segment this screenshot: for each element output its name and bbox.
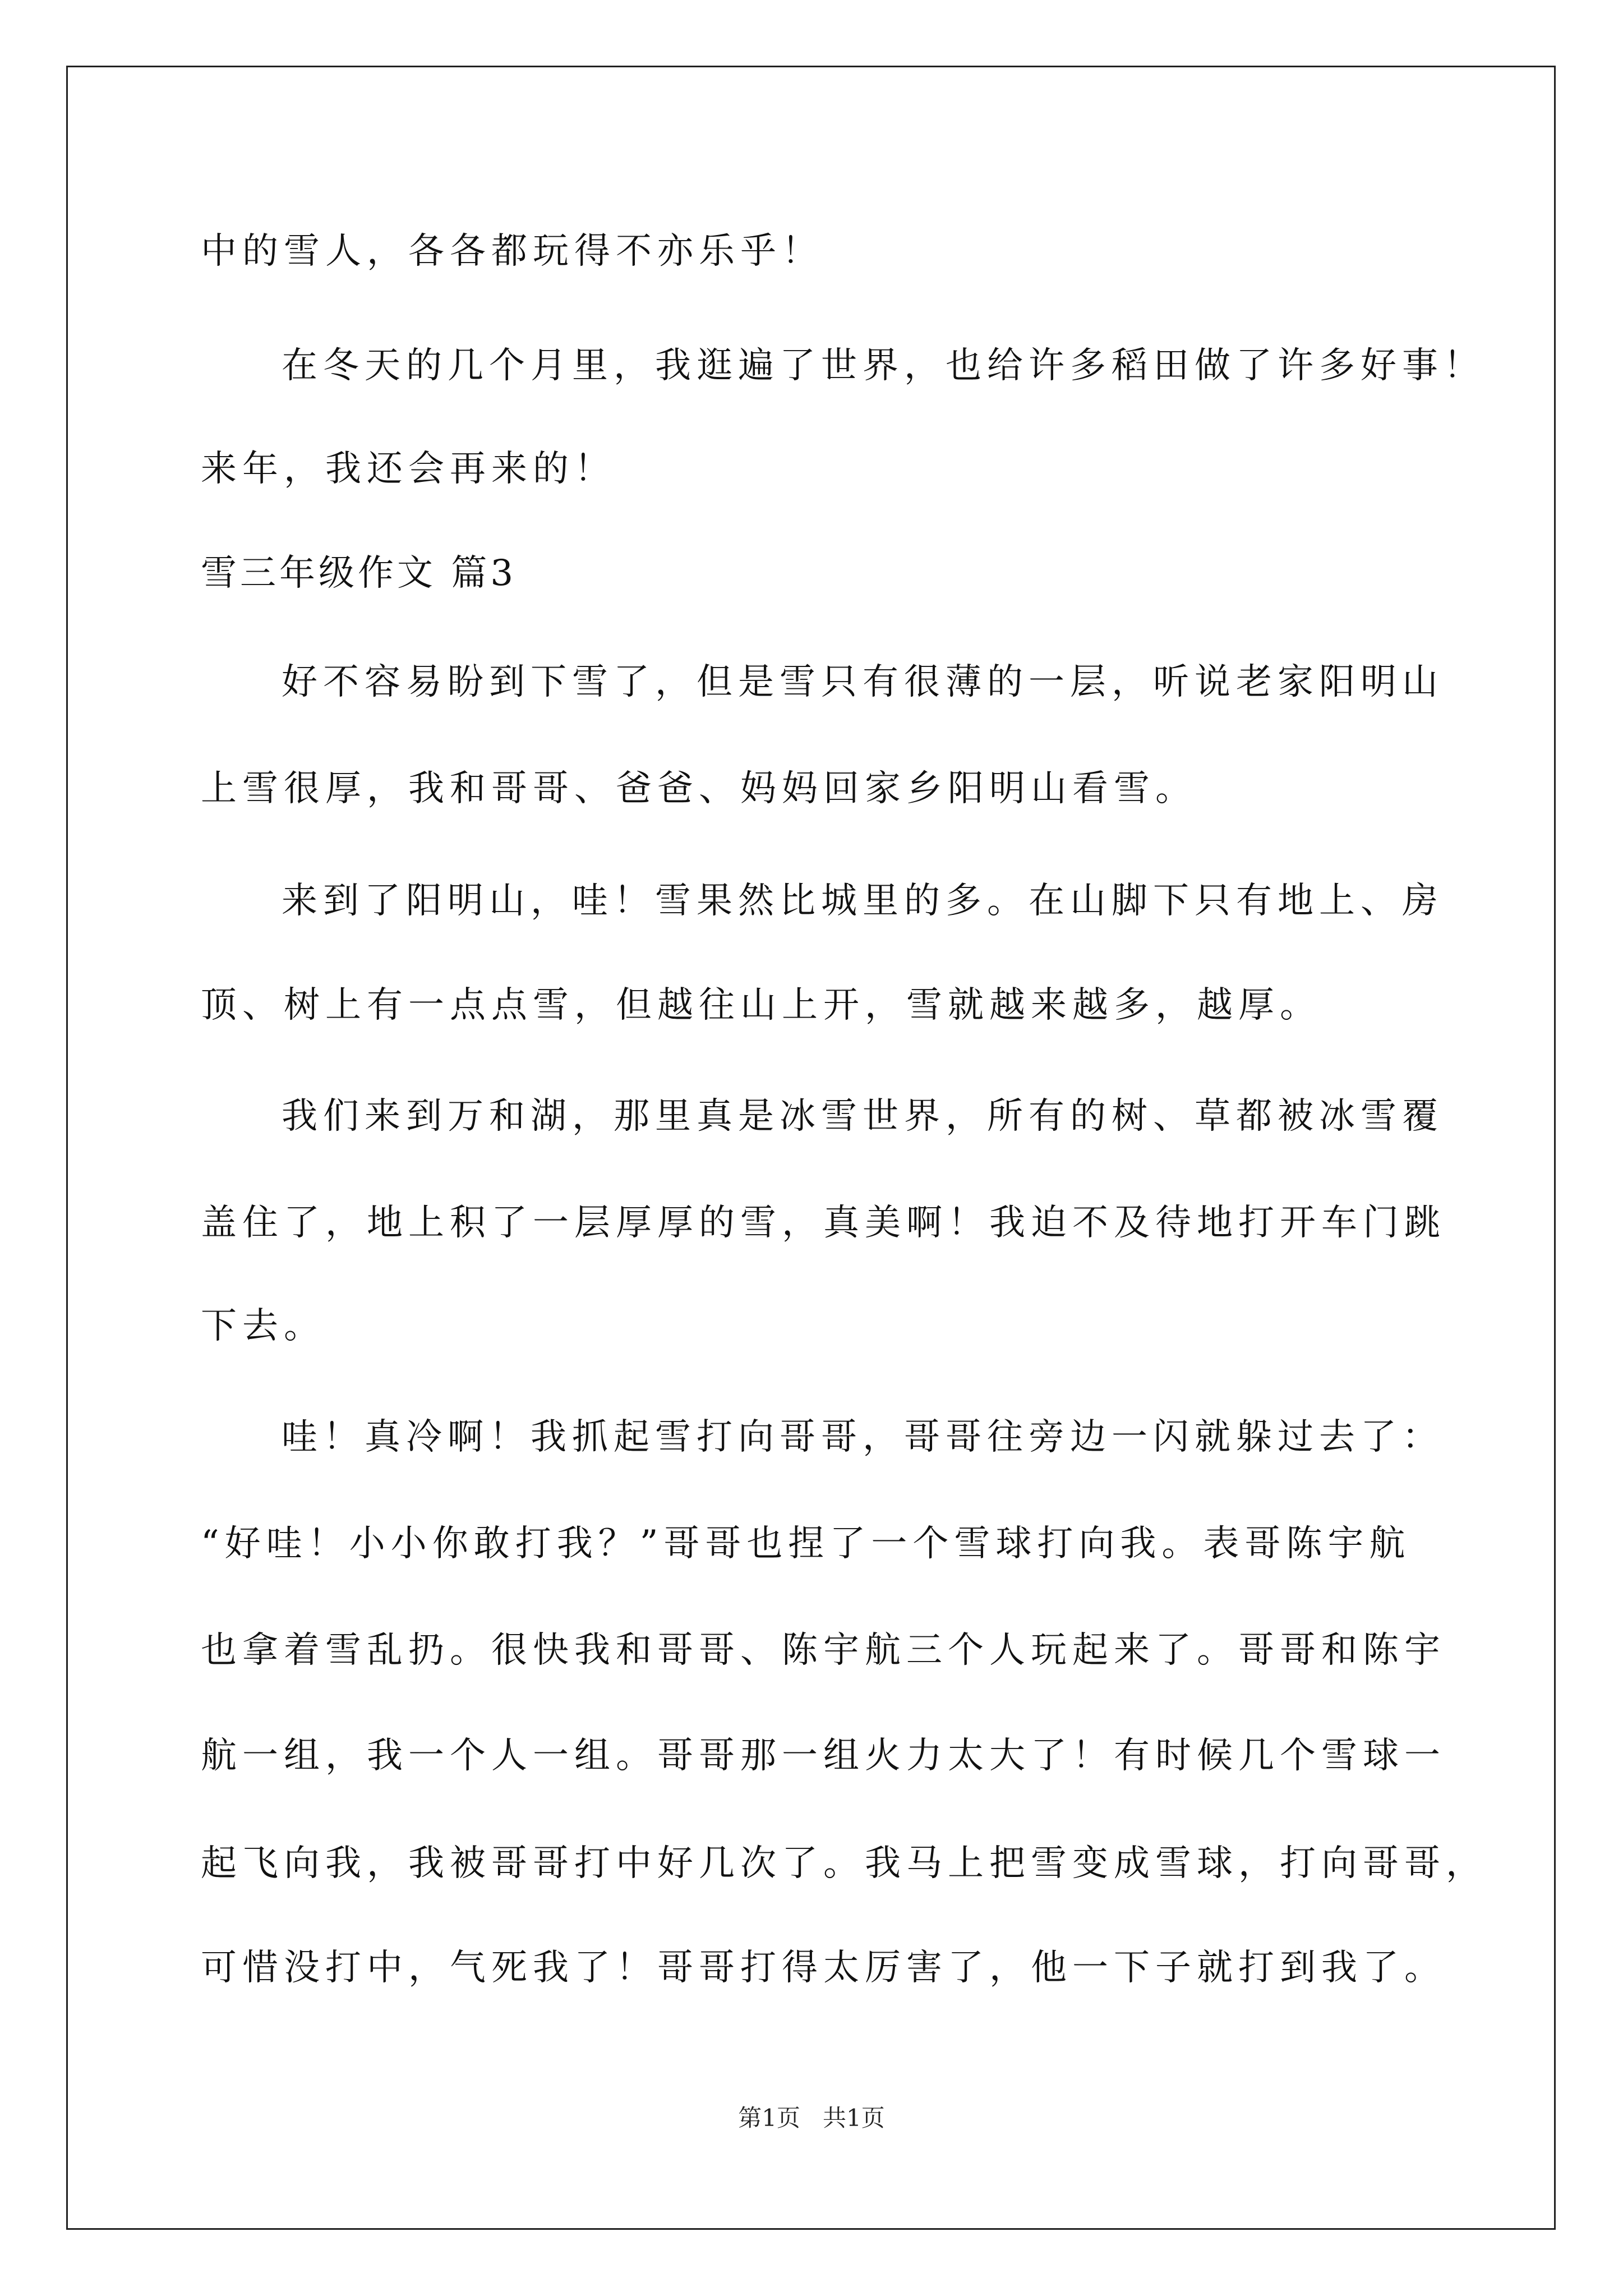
text-line: “好哇！小小你敢打我？”哥哥也捏了一个雪球打向我。表哥陈宇航 — [201, 1523, 1411, 1565]
text-line: 起飞向我，我被哥哥打中好几次了。我马上把雪变成雪球，打向哥哥， — [201, 1843, 1487, 1884]
text-line: 顶、树上有一点点雪，但越往山上开，雪就越来越多，越厚。 — [201, 984, 1321, 1026]
text-line: 航一组，我一个人一组。哥哥那一组火力太大了！有时候几个雪球一 — [201, 1735, 1446, 1777]
paragraph-first-line: 来到了阳明山，哇！雪果然比城里的多。在山脚下只有地上、房 — [282, 880, 1444, 922]
paragraph-first-line: 哇！真冷啊！我抓起雪打向哥哥，哥哥往旁边一闪就躲过去了： — [282, 1416, 1444, 1458]
paragraph-first-line: 我们来到万和湖，那里真是冰雪世界，所有的树、草都被冰雪覆 — [282, 1096, 1444, 1137]
paragraph-first-line: 在冬天的几个月里，我逛遍了世界，也给许多稻田做了许多好事！ — [282, 345, 1485, 386]
text-line: 上雪很厚，我和哥哥、爸爸、妈妈回家乡阳明山看雪。 — [201, 768, 1197, 809]
section-heading: 雪三年级作文 篇3 — [201, 553, 517, 594]
text-line: 可惜没打中，气死我了！哥哥打得太厉害了，他一下子就打到我了。 — [201, 1947, 1446, 1989]
text-line: 下去。 — [201, 1305, 325, 1347]
text-line: 来年，我还会再来的！ — [201, 448, 616, 490]
text-line: 中的雪人，各各都玩得不亦乐乎！ — [201, 231, 823, 272]
text-line: 盖住了，地上积了一层厚厚的雪，真美啊！我迫不及待地打开车门跳 — [201, 1202, 1446, 1244]
page-border — [66, 66, 1556, 2230]
paragraph-first-line: 好不容易盼到下雪了，但是雪只有很薄的一层，听说老家阳明山 — [282, 661, 1444, 703]
text-line: 也拿着雪乱扔。很快我和哥哥、陈宇航三个人玩起来了。哥哥和陈宇 — [201, 1630, 1446, 1671]
page-footer: 第1页 共1页 — [738, 2104, 885, 2132]
